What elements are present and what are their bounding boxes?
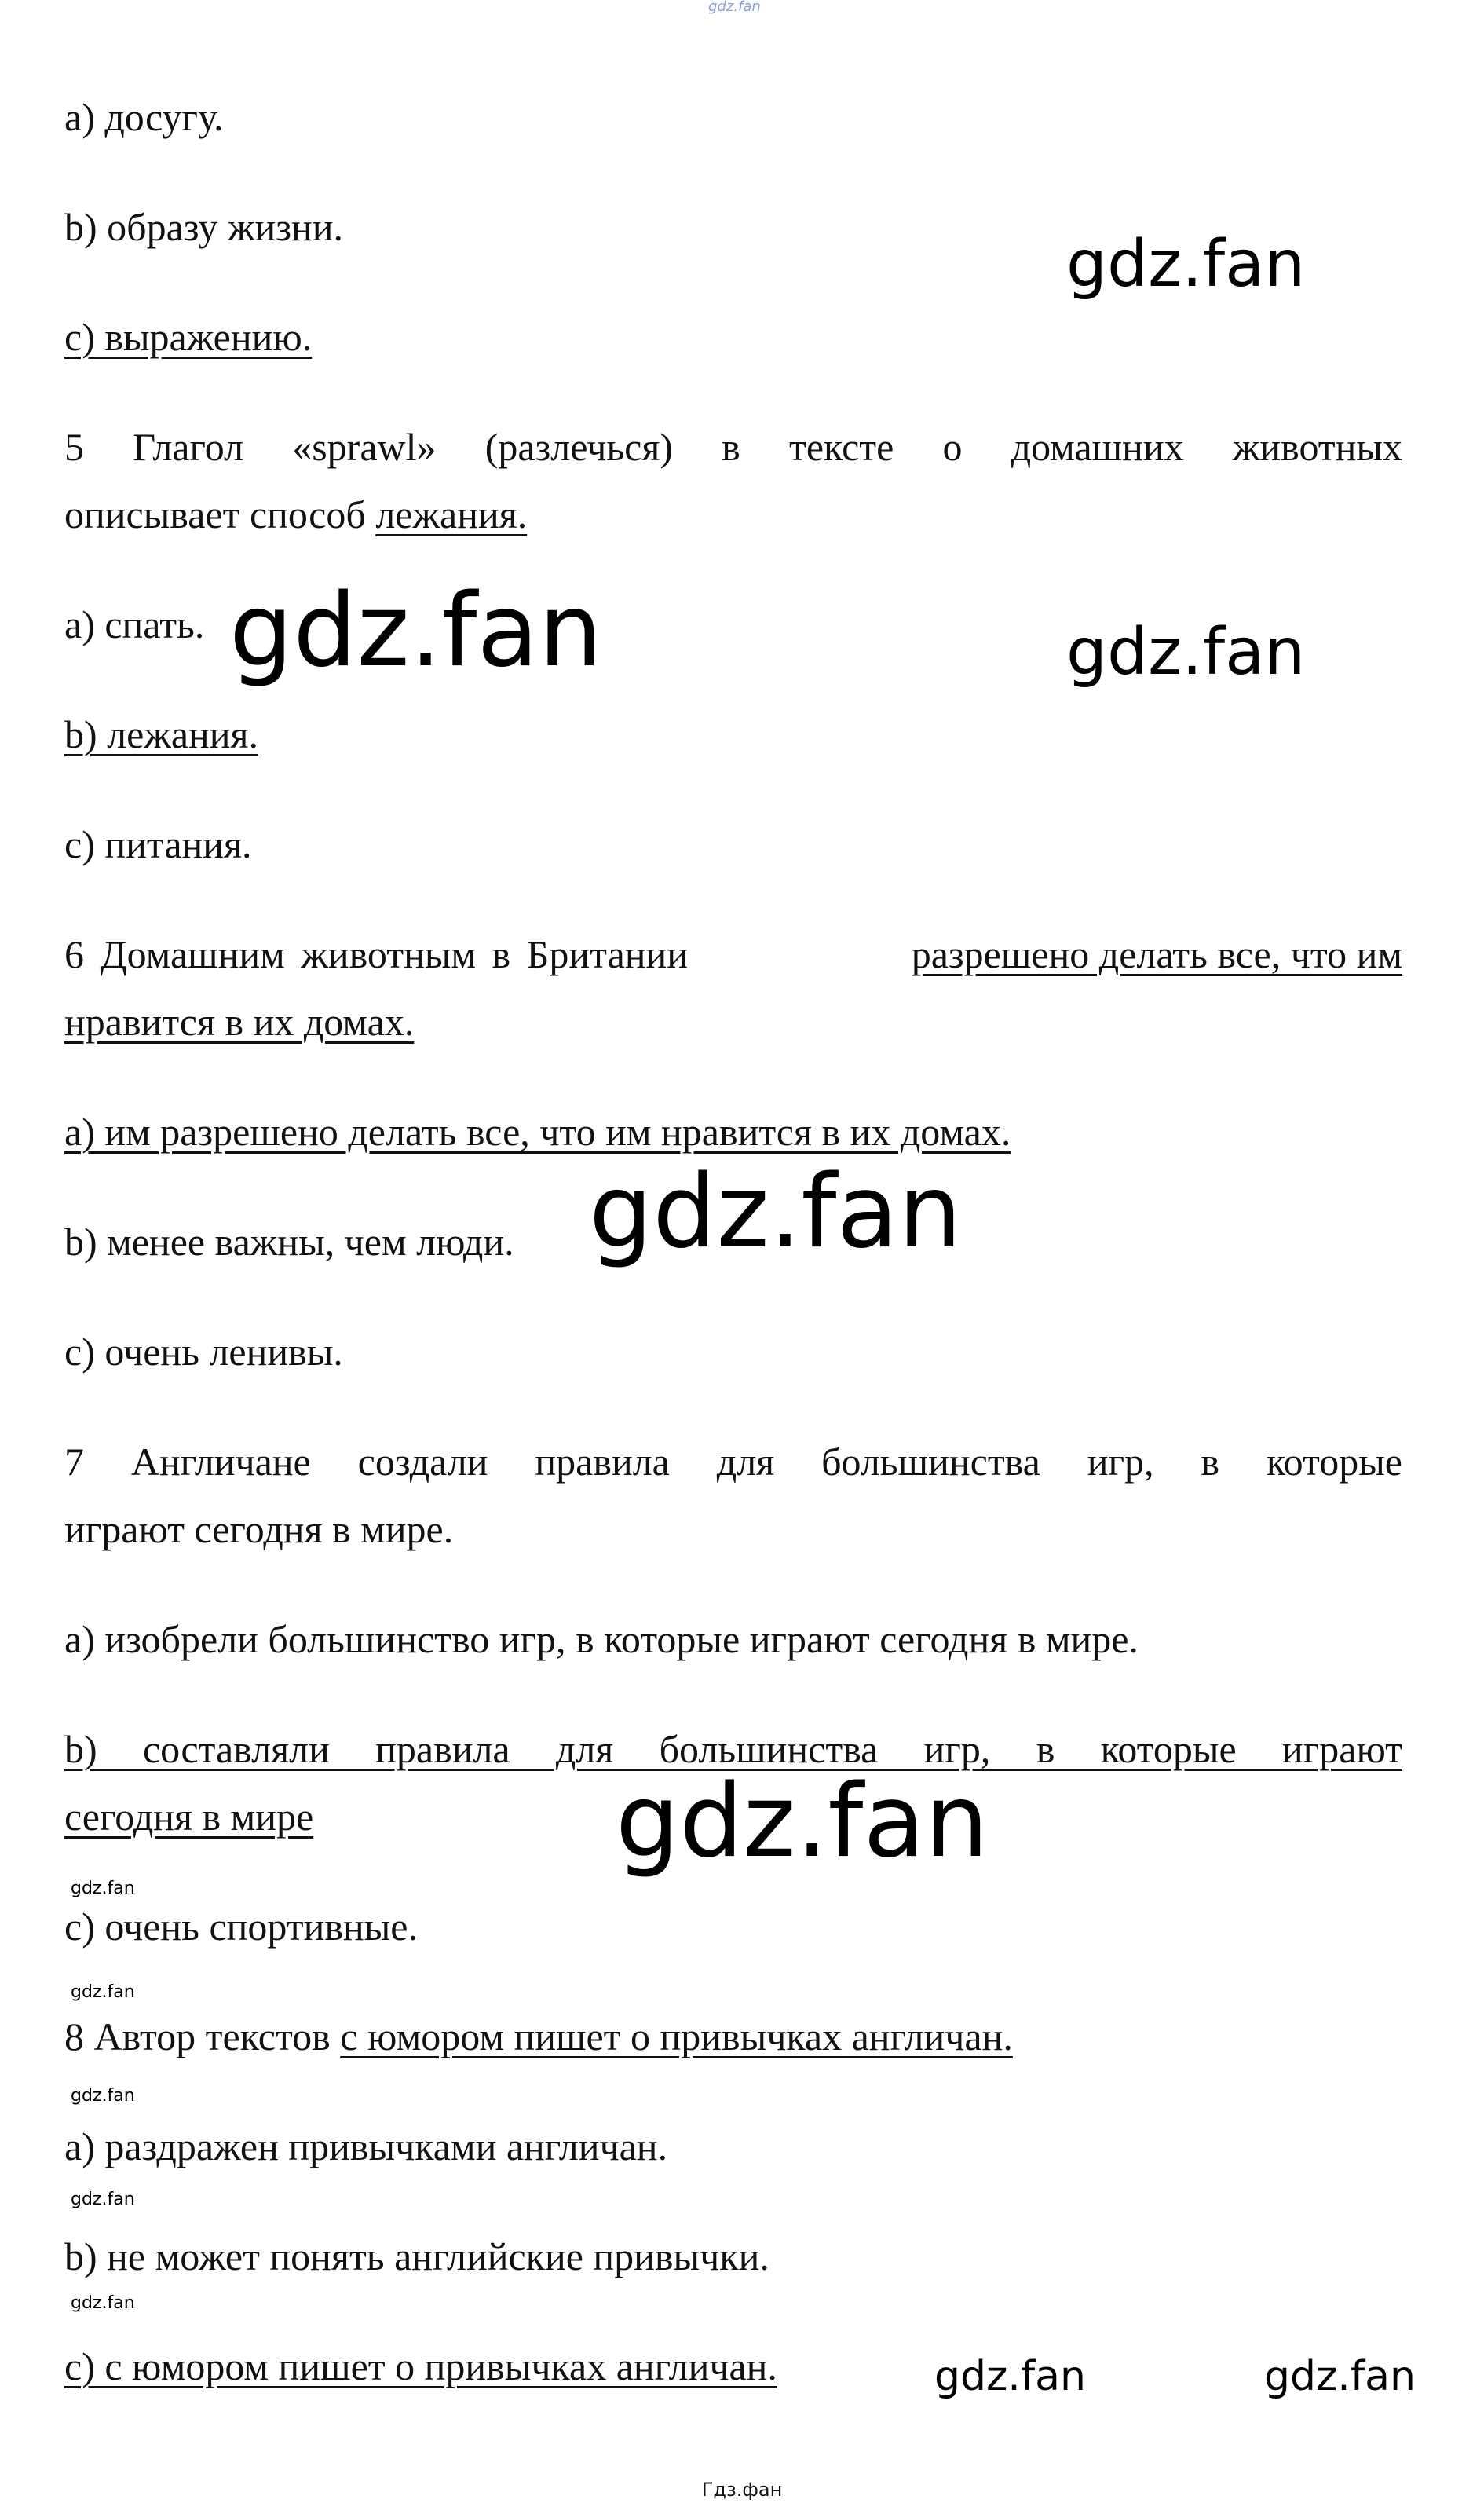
option-4a: a) досугу.: [64, 95, 224, 139]
question-7: [64, 1428, 1402, 1495]
question-8-answer: с юмором пишет о привычках англичан.: [340, 2014, 1013, 2058]
option-7b-line1: b) составляли правила для большинства игр, в которые играют: [64, 1727, 1402, 1771]
option-5a: a) спать.: [64, 602, 205, 646]
watermark-large-2: gdz.fan: [589, 1154, 962, 1271]
option-7a: a) изобрели большинство игр, в которые играют сегодня в мире.: [64, 1617, 1139, 1661]
question-7-line1: 7 Англичане создали правила для большинства игр, в которые: [64, 1440, 1402, 1484]
watermark-small-4: gdz.fan: [71, 2190, 135, 2209]
question-6-answer-part1: разрешено делать все, что им: [911, 932, 1402, 976]
question-5: [64, 413, 1402, 481]
watermark-medium-1: gdz.fan: [1066, 227, 1306, 302]
option-8b: b) не может понять английские привычки.: [64, 2234, 769, 2278]
option-8a: a) раздражен привычками англичан.: [64, 2124, 668, 2168]
option-6b: b) менее важны, чем люди.: [64, 1220, 514, 1264]
watermark-large-1: gdz.fan: [229, 573, 602, 690]
option-8c-answer: c) с юмором пишет о привычках англичан.: [64, 2344, 777, 2388]
watermark-medium-2: gdz.fan: [1066, 615, 1306, 690]
watermark-small-5: gdz.fan: [71, 2293, 135, 2313]
watermark-large-3: gdz.fan: [616, 1763, 989, 1880]
option-5b-answer: b) лежания.: [64, 712, 259, 756]
question-8: [64, 2003, 1013, 2070]
option-6a-answer: a) им разрешено делать все, что им нравится в их домах.: [64, 1110, 1011, 1154]
question-8-text: 8 Автор текстов: [64, 2014, 341, 2058]
question-6-text: 6 Домашним животным в Британии: [64, 932, 689, 976]
watermark-small-1: gdz.fan: [71, 1879, 135, 1898]
page-footer: Гдз.фан: [701, 2479, 783, 2501]
watermark-small-3: gdz.fan: [71, 2086, 135, 2106]
question-7-line2: играют сегодня в мире.: [64, 1507, 454, 1551]
header-watermark: gdz.fan: [708, 0, 761, 15]
option-7b-line2: сегодня в мире: [64, 1795, 314, 1839]
option-4b: b) образу жизни.: [64, 205, 344, 249]
question-5-answer: лежания.: [375, 492, 528, 536]
question-6-line1: [64, 920, 1402, 988]
option-5c: c) питания.: [64, 822, 252, 866]
option-6c: c) очень ленивы.: [64, 1330, 343, 1374]
option-7c: c) очень спортивные.: [64, 1905, 418, 1949]
question-6-answer-part2: нравится в их домах.: [64, 1000, 415, 1044]
question-5-text: описывает способ: [64, 492, 376, 536]
option-4c-answer: c) выражению.: [64, 315, 313, 359]
watermark-medium-3: gdz.fan: [934, 2353, 1086, 2400]
watermark-small-2: gdz.fan: [71, 1982, 135, 2002]
watermark-medium-4: gdz.fan: [1264, 2353, 1416, 2400]
question-5-line2: [64, 481, 527, 548]
question-5-line1: 5 Глагол «sprawl» (разлечься) в тексте о домашних животных: [64, 425, 1402, 469]
